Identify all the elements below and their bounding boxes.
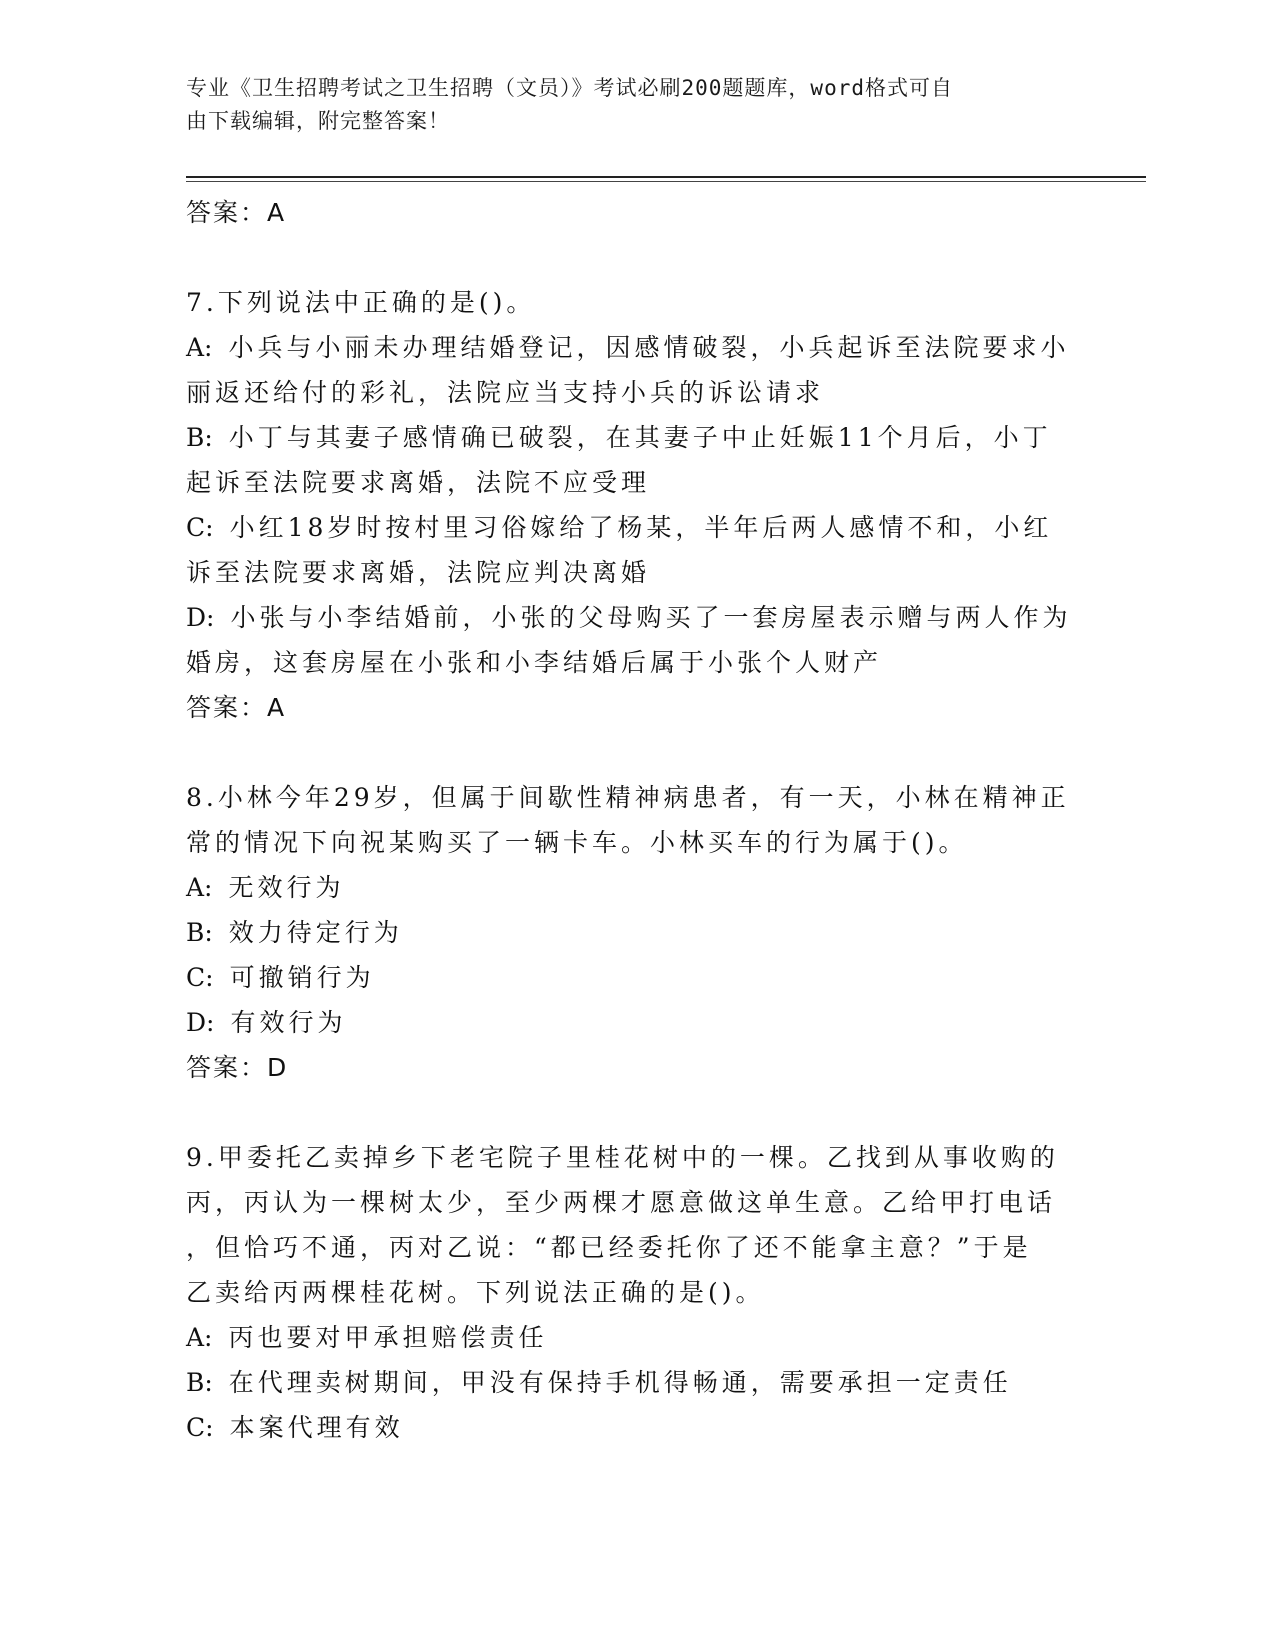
option-text: 本案代理有效 (229, 1413, 404, 1442)
option-text: 小兵与小丽未办理结婚登记，因感情破裂，小兵起诉至法院要求小 (228, 333, 1070, 362)
answer-line: 答案：A (186, 693, 287, 722)
question-7 (186, 280, 1086, 730)
option-text: 在代理卖树期间，甲没有保持手机得畅通，需要承担一定责任 (228, 1368, 1012, 1397)
header-line: 由下载编辑，附完整答案！ (186, 109, 450, 133)
option-key: A: (186, 333, 213, 362)
answer-line: 答案：D (186, 1053, 289, 1082)
option-b (186, 910, 1086, 955)
option-text: 小丁与其妻子感情确已破裂，在其妻子中止妊娠11个月后，小丁 (228, 423, 1052, 452)
option-a (186, 325, 1086, 415)
option-text: 效力待定行为 (228, 918, 403, 947)
option-key: D: (186, 1008, 215, 1037)
option-key: B: (186, 1368, 213, 1397)
option-text: 小红18岁时按村里习俗嫁给了杨某，半年后两人感情不和，小红 (229, 513, 1053, 542)
header-line: 专业《卫生招聘考试之卫生招聘（文员）》考试必刷200题题库，word格式可自 (186, 76, 953, 100)
option-key: A: (186, 873, 213, 902)
option-key: B: (186, 918, 213, 947)
answer-line: 答案：A (186, 198, 287, 227)
header-rule-thin (186, 181, 1146, 182)
option-b (186, 415, 1086, 505)
option-c (186, 955, 1086, 1000)
option-key: C: (186, 963, 214, 992)
option-d (186, 1000, 1086, 1045)
option-text: 丙也要对甲承担赔偿责任 (228, 1323, 548, 1352)
option-key: C: (186, 513, 214, 542)
option-key: C: (186, 1413, 214, 1442)
option-b (186, 1360, 1086, 1405)
page-header (186, 72, 1066, 138)
header-rule (186, 176, 1146, 178)
option-d (186, 595, 1086, 685)
option-text: 丽返还给付的彩礼，法院应当支持小兵的诉讼请求 (186, 378, 825, 407)
option-a (186, 1315, 1086, 1360)
option-text: 无效行为 (228, 873, 345, 902)
question-stem: 常的情况下向祝某购买了一辆卡车。小林买车的行为属于()。 (186, 828, 968, 857)
option-key: B: (186, 423, 213, 452)
option-c (186, 1405, 1086, 1450)
question-stem: 丙，丙认为一棵树太少，至少两棵才愿意做这单生意。乙给甲打电话 (186, 1188, 1057, 1217)
question-stem: 乙卖给丙两棵桂花树。下列说法正确的是()。 (186, 1278, 765, 1307)
option-text: 可撤销行为 (229, 963, 375, 992)
option-text: 诉至法院要求离婚，法院应判决离婚 (186, 558, 651, 587)
option-text: 起诉至法院要求离婚，法院不应受理 (186, 468, 651, 497)
question-9 (186, 1135, 1086, 1450)
question-list (186, 190, 1086, 1450)
question-stem: ，但恰巧不通，丙对乙说：“都已经委托你了还不能拿主意？”于是 (186, 1233, 1032, 1262)
question-8 (186, 775, 1086, 1090)
option-a (186, 865, 1086, 910)
option-c (186, 505, 1086, 595)
option-key: D: (186, 603, 215, 632)
option-text: 婚房，这套房屋在小张和小李结婚后属于小张个人财产 (186, 648, 883, 677)
option-text: 有效行为 (230, 1008, 347, 1037)
question-stem: 9.甲委托乙卖掉乡下老宅院子里桂花树中的一棵。乙找到从事收购的 (186, 1143, 1059, 1172)
option-key: A: (186, 1323, 213, 1352)
question-stem: 8.小林今年29岁，但属于间歇性精神病患者，有一天，小林在精神正 (186, 783, 1070, 812)
option-text: 小张与小李结婚前，小张的父母购买了一套房屋表示赠与两人作为 (230, 603, 1072, 632)
question-stem: 7.下列说法中正确的是()。 (186, 288, 536, 317)
